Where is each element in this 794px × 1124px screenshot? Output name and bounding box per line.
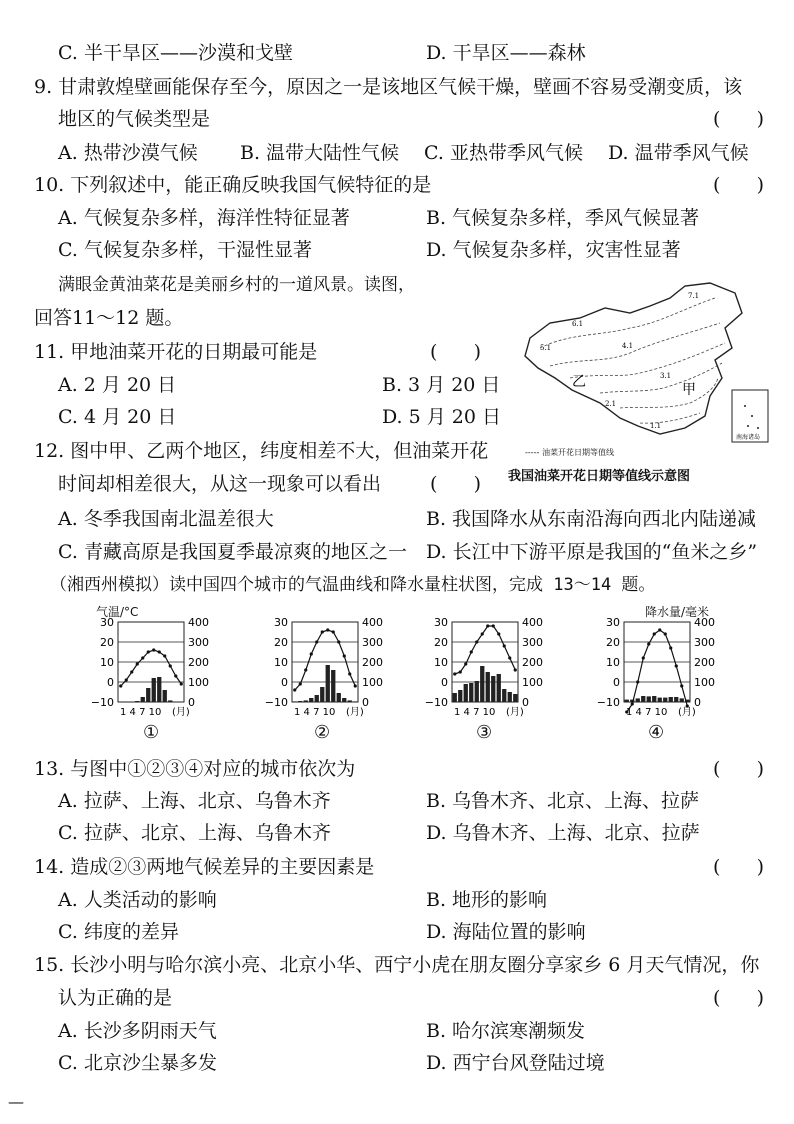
temp-point [152, 648, 155, 651]
q15-stem-line2: 认为正确的是 [58, 987, 173, 1009]
footer-mark: — [8, 1092, 24, 1111]
q13-answer-blank[interactable]: ( ) [713, 758, 765, 780]
temp-point [163, 654, 166, 657]
precip-bar [298, 701, 302, 702]
temp-point [141, 656, 144, 659]
climate-chart-1 [84, 614, 234, 728]
q14-option-b[interactable]: B. 地形的影响 [426, 889, 548, 911]
chart-label-4: ④ [648, 722, 665, 743]
map-legend [525, 447, 614, 458]
temp-point [653, 632, 656, 635]
temp-tick-label: 0 [613, 676, 620, 689]
precip-bar [508, 692, 512, 702]
q14-answer-blank[interactable]: ( ) [713, 856, 765, 878]
precip-bar [326, 665, 330, 702]
precip-bar [157, 677, 161, 702]
q13-option-c[interactable]: C. 拉萨、北京、上海、乌鲁木齐 [58, 822, 331, 844]
isoline-2 [550, 323, 720, 366]
q11-option-a[interactable]: A. 2 月 20 日 [58, 374, 177, 396]
precip-bar [658, 698, 662, 702]
q11-stem: 11. 甲地油菜开花的日期最可能是 [34, 341, 318, 363]
temp-tick-label: 0 [107, 676, 114, 689]
temp-point [680, 684, 683, 687]
precip-bar [513, 694, 517, 702]
q12-option-b[interactable]: B. 我国降水从东南沿海向西北内陆递减 [426, 508, 757, 530]
month-tick-label: 1 4 7 10 [294, 707, 336, 718]
precip-bar [453, 693, 457, 702]
q9-option-d[interactable]: D. 温带季风气候 [608, 142, 749, 164]
month-tick-label: 1 4 7 10 [626, 707, 668, 718]
precip-tick-label: 100 [362, 676, 383, 689]
temp-point [664, 632, 667, 635]
precip-tick-label: 300 [362, 636, 383, 649]
temp-tick-label: −10 [264, 696, 288, 709]
temp-point [180, 682, 183, 685]
precip-bar [337, 693, 341, 702]
temp-point [119, 684, 122, 687]
temp-point [658, 628, 661, 631]
temp-line [455, 626, 516, 674]
q12-option-a[interactable]: A. 冬季我国南北温差很大 [58, 508, 274, 530]
precip-tick-label: 200 [694, 656, 715, 669]
precip-bar [464, 684, 468, 702]
q15-option-d[interactable]: D. 西宁台风登陆过境 [426, 1052, 605, 1074]
q13-stem: 13. 与图中①②③④对应的城市依次为 [34, 758, 356, 780]
climate-chart-2 [258, 614, 408, 728]
precip-axis-title: 降水量/毫米 [645, 605, 710, 619]
q8-option-d[interactable]: D. 干旱区——森林 [426, 42, 586, 64]
temp-tick-label: 20 [100, 636, 114, 649]
q14-option-c[interactable]: C. 纬度的差异 [58, 921, 179, 943]
legend-text: 油菜开花日期等值线 [541, 448, 614, 457]
precip-bar [309, 698, 313, 702]
month-unit-label: (月) [678, 707, 696, 718]
q12-stem-line1: 12. 图中甲、乙两个地区，纬度相差不大，但油菜开花 [34, 440, 489, 462]
precip-bar [348, 700, 352, 702]
q14-option-d[interactable]: D. 海陆位置的影响 [426, 921, 586, 943]
temp-tick-label: 20 [274, 636, 288, 649]
precip-bar [135, 701, 139, 702]
iso-label-3: 5.1 [540, 344, 552, 352]
temp-point [304, 668, 307, 671]
temp-tick-label: 0 [441, 676, 448, 689]
precip-bar [163, 690, 167, 702]
q10-answer-blank[interactable]: ( ) [713, 174, 765, 196]
isoline-1 [540, 298, 715, 348]
temp-point [647, 642, 650, 645]
precip-bar [480, 666, 484, 702]
precip-tick-label: 0 [522, 696, 529, 709]
inset-label: 南海诸岛 [736, 434, 761, 441]
precip-bar [293, 701, 297, 702]
precip-bar [669, 697, 673, 702]
precip-bar [491, 676, 495, 702]
precip-tick-label: 300 [694, 636, 715, 649]
precip-tick-label: 0 [362, 696, 369, 709]
temp-point [174, 674, 177, 677]
precip-bar [674, 697, 678, 702]
isoline-6 [640, 413, 700, 423]
q13-option-d[interactable]: D. 乌鲁木齐、上海、北京、拉萨 [426, 822, 700, 844]
temp-tick-label: 10 [100, 656, 114, 669]
precip-bar [315, 695, 319, 702]
precip-bar [458, 690, 462, 702]
temp-tick-label: 10 [434, 656, 448, 669]
precip-tick-label: 400 [522, 616, 543, 629]
q11-option-b[interactable]: B. 3 月 20 日 [382, 374, 501, 396]
temp-point [675, 664, 678, 667]
temp-tick-label: 30 [606, 616, 620, 629]
temp-tick-label: 30 [274, 616, 288, 629]
month-tick-label: 1 4 7 10 [120, 707, 162, 718]
precip-bar [469, 683, 473, 702]
chart-label-3: ③ [476, 722, 493, 743]
isoline-5 [620, 378, 718, 408]
chart-label-2: ② [314, 722, 331, 743]
q10-option-d[interactable]: D. 气候复杂多样，灾害性显著 [426, 239, 681, 261]
precip-bar [146, 688, 150, 702]
temp-point [453, 672, 456, 675]
precip-tick-label: 300 [188, 636, 209, 649]
temp-point [315, 640, 318, 643]
precip-bar [320, 687, 324, 702]
precip-bar [342, 698, 346, 702]
q12-option-d[interactable]: D. 长江中下游平原是我国的“鱼米之乡” [426, 541, 758, 563]
legend-dash: ----- [525, 448, 540, 457]
precip-tick-label: 0 [188, 696, 195, 709]
q8-option-c[interactable]: C. 半干旱区——沙漠和戈壁 [58, 42, 293, 64]
temp-point [136, 662, 139, 665]
q15-option-c[interactable]: C. 北京沙尘暴多发 [58, 1052, 217, 1074]
iso-label-4: 4.1 [622, 342, 634, 350]
q14-stem: 14. 造成②③两地气候差异的主要因素是 [34, 856, 375, 878]
q15-answer-blank[interactable]: ( ) [713, 987, 765, 1009]
temp-tick-label: 30 [100, 616, 114, 629]
intro-11-12-line1: 满眼金黄油菜花是美丽乡村的一道风景。读图， [58, 275, 415, 295]
temp-point [481, 632, 484, 635]
iso-label-7: 1.1 [650, 422, 662, 430]
temp-point [130, 670, 133, 673]
temp-point [669, 646, 672, 649]
precip-bar [152, 678, 156, 702]
map-label-jia: 甲 [682, 382, 696, 398]
precip-bar [647, 696, 651, 702]
temp-point [631, 702, 634, 705]
isoline-3 [570, 343, 725, 378]
precip-bar [168, 700, 172, 702]
q9-option-b[interactable]: B. 温带大陆性气候 [240, 142, 400, 164]
q11-option-d[interactable]: D. 5 月 20 日 [382, 406, 502, 428]
temp-point [636, 680, 639, 683]
chart-label-1: ① [143, 722, 160, 743]
temp-tick-label: 10 [606, 656, 620, 669]
iso-label-5: 3.1 [660, 372, 672, 380]
temp-point [299, 682, 302, 685]
temp-point [475, 640, 478, 643]
precip-tick-label: 400 [362, 616, 383, 629]
temp-point [125, 678, 128, 681]
q9-option-c[interactable]: C. 亚热带季风气候 [424, 142, 583, 164]
precip-bar [475, 681, 479, 702]
temp-tick-label: 20 [606, 636, 620, 649]
q13-option-a[interactable]: A. 拉萨、上海、北京、乌鲁木齐 [58, 790, 331, 812]
map-svg [510, 278, 770, 453]
q9-option-a[interactable]: A. 热带沙漠气候 [58, 142, 198, 164]
precip-bar [353, 701, 357, 702]
precip-tick-label: 200 [522, 656, 543, 669]
temp-point [514, 668, 517, 671]
climate-chart-4 [590, 614, 740, 728]
q15-stem-line1: 15. 长沙小明与哈尔滨小亮、北京小华、西宁小虎在朋友圈分享家乡 6 月天气情况，你 [34, 954, 760, 976]
q15-option-a[interactable]: A. 长沙多阴雨天气 [58, 1020, 217, 1042]
temp-point [158, 650, 161, 653]
temp-tick-label: 10 [274, 656, 288, 669]
precip-tick-label: 100 [522, 676, 543, 689]
iso-label-1: 7.1 [688, 292, 700, 300]
temp-point [343, 654, 346, 657]
precip-bar [304, 700, 308, 702]
temp-tick-label: −10 [424, 696, 448, 709]
q10-option-a[interactable]: A. 气候复杂多样，海洋性特征显著 [58, 207, 350, 229]
china-outline [525, 283, 742, 434]
temp-point [486, 624, 489, 627]
temp-tick-label: 0 [281, 676, 288, 689]
temp-point [464, 662, 467, 665]
temp-point [503, 644, 506, 647]
precip-tick-label: 200 [188, 656, 209, 669]
temp-point [321, 630, 324, 633]
q15-option-b[interactable]: B. 哈尔滨寒潮频发 [426, 1020, 586, 1042]
temp-tick-label: 30 [434, 616, 448, 629]
precip-bar [663, 698, 667, 702]
q10-stem: 10. 下列叙述中，能正确反映我国气候特征的是 [34, 174, 432, 196]
intro-11-12-line2: 回答11～12 题。 [34, 307, 184, 329]
intro-13-14: （湘西州模拟）读中国四个城市的气温曲线和降水量柱状图，完成 13～14 题。 [50, 575, 656, 595]
precip-bar [680, 698, 684, 702]
temp-tick-label: −10 [596, 696, 620, 709]
map-label-yi: 乙 [572, 374, 586, 390]
precip-tick-label: 100 [694, 676, 715, 689]
precip-bar [486, 672, 490, 702]
q12-option-c[interactable]: C. 青藏高原是我国夏季最凉爽的地区之一 [58, 541, 407, 563]
precip-tick-label: 400 [188, 616, 209, 629]
q11-answer-blank[interactable]: ( ) [430, 341, 482, 363]
temp-tick-label: −10 [90, 696, 114, 709]
temp-line [121, 650, 182, 686]
month-tick-label: 1 4 7 10 [454, 707, 496, 718]
q14-option-a[interactable]: A. 人类活动的影响 [58, 889, 217, 911]
precip-tick-label: 200 [362, 656, 383, 669]
iso-label-2: 6.1 [572, 320, 584, 328]
precip-tick-label: 300 [522, 636, 543, 649]
q12-answer-blank[interactable]: ( ) [430, 473, 482, 495]
climate-chart-3 [418, 614, 568, 728]
temp-point [326, 628, 329, 631]
temp-point [497, 632, 500, 635]
precip-bar [641, 696, 645, 702]
temp-axis-title: 气温/°C [96, 605, 139, 619]
china-rapeseed-map [510, 278, 770, 453]
q13-option-b[interactable]: B. 乌鲁木齐、北京、上海、拉萨 [426, 790, 700, 812]
precip-bar [625, 700, 629, 702]
temp-point [642, 656, 645, 659]
precip-bar [331, 670, 335, 702]
temp-point [459, 670, 462, 673]
q9-stem-line1: 9. 甘肃敦煌壁画能保存至今，原因之一是该地区气候干燥，壁画不容易受潮变质，该 [34, 76, 743, 98]
q12-stem-line2: 时间却相差很大，从这一现象可以看出 [58, 473, 382, 495]
temp-point [293, 688, 296, 691]
temp-point [169, 664, 172, 667]
temp-point [310, 652, 313, 655]
q11-option-c[interactable]: C. 4 月 20 日 [58, 406, 177, 428]
precip-bar [141, 697, 145, 702]
q10-option-b[interactable]: B. 气候复杂多样，季风气候显著 [426, 207, 700, 229]
precip-tick-label: 100 [188, 676, 209, 689]
temp-point [492, 624, 495, 627]
iso-label-6: 2.1 [605, 400, 617, 408]
temp-point [332, 630, 335, 633]
temp-point [508, 656, 511, 659]
temp-point [348, 672, 351, 675]
precip-bar [636, 698, 640, 702]
q9-answer-blank[interactable]: ( ) [713, 108, 765, 130]
precip-tick-label: 0 [694, 696, 701, 709]
precip-tick-label: 400 [694, 616, 715, 629]
temp-point [470, 650, 473, 653]
temp-line [295, 630, 356, 690]
temp-tick-label: 20 [434, 636, 448, 649]
month-unit-label: (月) [172, 707, 190, 718]
month-unit-label: (月) [346, 707, 364, 718]
precip-bar [652, 696, 656, 702]
map-caption: 我国油菜开花日期等值线示意图 [508, 469, 691, 484]
temp-point [147, 650, 150, 653]
q9-stem-line2: 地区的气候类型是 [58, 108, 211, 130]
precip-bar [502, 689, 506, 702]
month-unit-label: (月) [506, 707, 524, 718]
temp-point [354, 684, 357, 687]
temp-point [337, 640, 340, 643]
q10-option-c[interactable]: C. 气候复杂多样，干湿性显著 [58, 239, 312, 261]
precip-bar [497, 674, 501, 702]
